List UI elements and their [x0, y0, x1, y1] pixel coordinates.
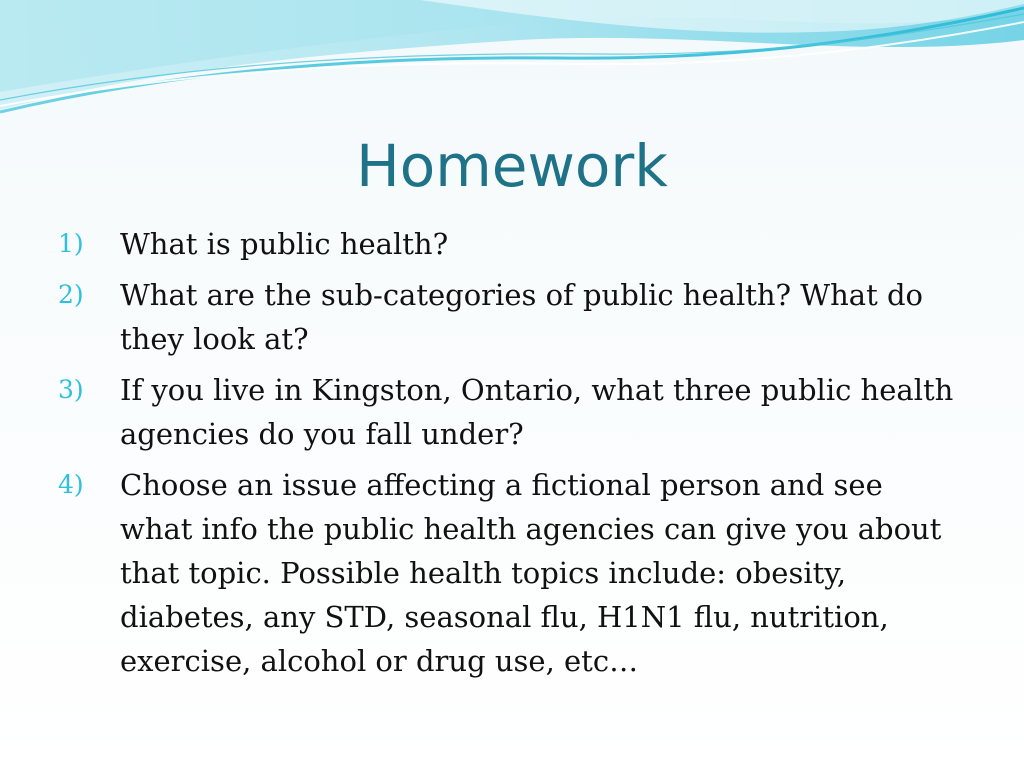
list-item-number: 3) — [58, 375, 84, 404]
homework-list — [58, 222, 958, 690]
list-item-text: Choose an issue affecting a fictional person and see what info the public health agencies can give you about that topic. Possible health topics include: obesity, diabetes, any STD, seasonal flu, H1N1 flu, nutrition, exercise, alcohol or drug use, etc… — [120, 468, 942, 678]
slide-title: Homework — [356, 132, 668, 200]
list-item — [58, 463, 958, 683]
wave-decoration — [0, 0, 1024, 130]
list-item-text: What is public health? — [120, 227, 449, 261]
list-item-number: 4) — [58, 470, 84, 499]
list-item-text: What are the sub-categories of public health? What do they look at? — [120, 278, 923, 356]
list-item-number: 1) — [58, 229, 84, 258]
list-item — [58, 273, 958, 361]
list-item-text: If you live in Kingston, Ontario, what three public health agencies do you fall under? — [120, 373, 954, 451]
list-item-number: 2) — [58, 280, 84, 309]
list-item — [58, 222, 958, 266]
list-item — [58, 368, 958, 456]
